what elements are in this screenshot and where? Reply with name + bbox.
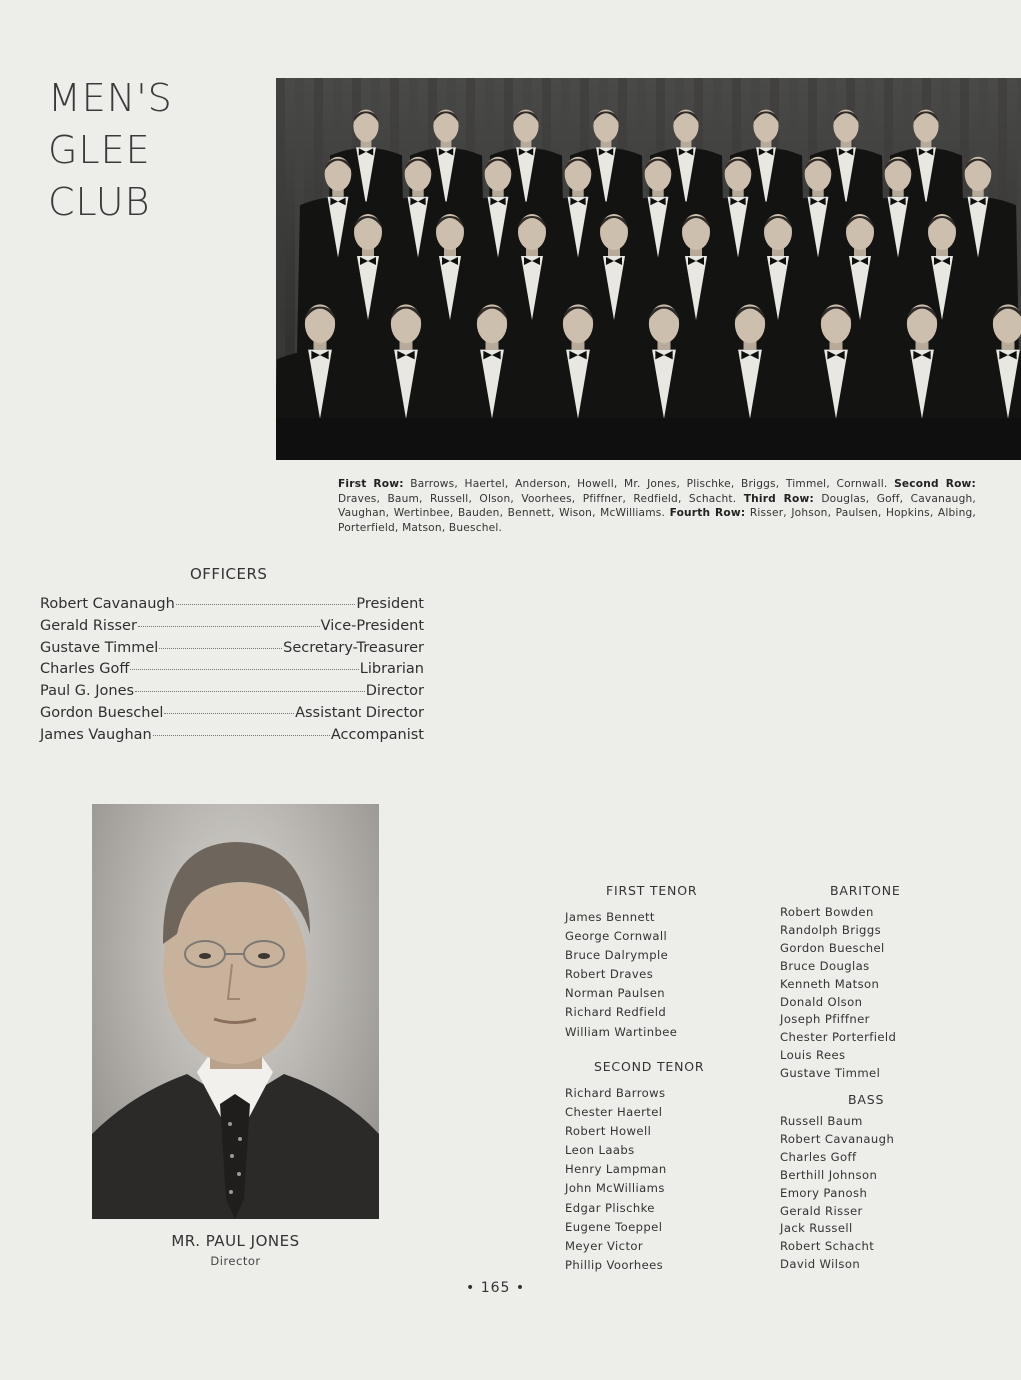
title-line: CLUB [48,180,151,224]
caption-row-names: Barrows, Haertel, Anderson, Howell, Mr. Jones, Plischke, Briggs, Timmel, Cornwall. [410,478,888,490]
caption-row-names: Risser, Johson, Paulsen, Hopkins, Albing, Porterfield, Matson, Bueschel. [338,507,976,534]
member-name: William Wartinbee [565,1024,678,1039]
bass-list [780,1113,894,1274]
caption-row-names: Douglas, Goff, Cavanaugh, Vaughan, Wertinbee, Bauden, Bennett, Wison, McWilliams. [338,492,976,519]
caption-row-names: Draves, Baum, Russell, Olson, Voorhees, Pfiffner, Redfield, Schacht. [338,492,737,505]
officer-row [40,705,424,727]
member-name: Gerald Risser [780,1203,863,1218]
member-name: Charles Goff [780,1149,857,1164]
officer-role: Accompanist [330,726,424,743]
officers-heading: OFFICERS [190,565,268,583]
member-name: James Bennett [565,910,655,924]
baritone-heading: BARITONE [830,883,901,898]
member-name: George Cornwall [565,929,668,944]
member-name: Robert Bowden [780,905,874,919]
director-portrait [92,804,379,1219]
photo-caption [338,477,976,535]
member-name: Kenneth Matson [780,976,880,991]
member-name: Louis Rees [780,1048,846,1063]
member-name: Robert Schacht [780,1239,875,1254]
officer-role: Director [365,683,424,700]
member-name: Edgar Plischke [565,1200,655,1215]
first-tenor-list [565,908,677,1042]
member-name: Richard Barrows [565,1086,666,1100]
group-photo-image [276,78,1021,460]
member-name: Chester Porterfield [780,1030,897,1045]
member-name: John McWilliams [565,1181,665,1196]
page-number: • 165 • [466,1280,526,1296]
member-name: Leon Laabs [565,1143,635,1158]
member-name: Robert Cavanaugh [780,1131,895,1146]
officer-role: Assistant Director [295,704,424,721]
officer-role: Librarian [359,661,424,678]
officer-role: Secretary-Treasurer [283,639,424,656]
leader-dots [153,735,330,736]
officer-name: Gustave Timmel [40,639,159,656]
member-name: Bruce Douglas [780,958,870,973]
member-name: Bruce Dalrymple [565,948,669,963]
member-name: Eugene Toeppel [565,1219,663,1234]
page-title [48,72,173,228]
member-name: Meyer Victor [565,1238,644,1253]
leader-dots [138,626,320,627]
member-name: Robert Howell [565,1124,652,1139]
portrait-image [92,804,379,1219]
officers-list [40,596,424,749]
baritone-list [780,904,896,1083]
leader-dots [130,669,358,670]
officer-row [40,640,424,662]
officer-row [40,596,424,618]
leader-dots [159,648,282,649]
member-name: Joseph Pfiffner [780,1012,870,1027]
member-name: Phillip Voorhees [565,1257,664,1272]
officer-name: Paul G. Jones [40,683,135,700]
caption-row-label: Fourth Row: [669,507,746,519]
leader-dots [135,691,365,692]
officer-name: Gerald Risser [40,617,137,634]
officer-name: Charles Goff [40,661,130,678]
officer-row [40,618,424,640]
officer-name: Gordon Bueschel [40,704,164,721]
member-name: Gustave Timmel [780,1066,881,1081]
member-name: Jack Russell [780,1221,853,1236]
portrait-caption [92,1232,379,1268]
officer-row [40,727,424,749]
second-tenor-heading: SECOND TENOR [594,1059,705,1074]
title-line: MEN'S [48,76,173,120]
member-name: Emory Panosh [780,1185,868,1200]
officer-row [40,661,424,683]
caption-row-label: First Row: [338,478,404,490]
title-line: GLEE [48,128,151,172]
officer-row [40,683,424,705]
member-name: Norman Paulsen [565,986,666,1001]
officer-name: Robert Cavanaugh [40,596,175,612]
member-name: Robert Draves [565,967,654,982]
member-name: Randolph Briggs [780,922,882,937]
director-name: MR. PAUL JONES [171,1232,300,1250]
caption-row-label: Second Row: [894,478,976,490]
leader-dots [176,604,356,605]
member-name: Russell Baum [780,1114,863,1128]
officer-role: Vice-President [320,617,424,634]
second-tenor-list [565,1084,667,1275]
group-photo [276,78,1021,460]
member-name: Donald Olson [780,994,863,1009]
member-name: Gordon Bueschel [780,940,885,955]
bass-heading: BASS [848,1092,885,1107]
member-name: Chester Haertel [565,1105,663,1120]
officer-name: James Vaughan [40,726,152,743]
officer-role: President [356,596,424,612]
member-name: Berthill Johnson [780,1167,878,1182]
leader-dots [164,713,294,714]
member-name: Richard Redfield [565,1005,667,1020]
member-name: David Wilson [780,1257,861,1272]
director-role: Director [210,1254,261,1268]
member-name: Henry Lampman [565,1162,667,1177]
caption-row-label: Third Row: [743,492,814,505]
first-tenor-heading: FIRST TENOR [606,883,698,898]
